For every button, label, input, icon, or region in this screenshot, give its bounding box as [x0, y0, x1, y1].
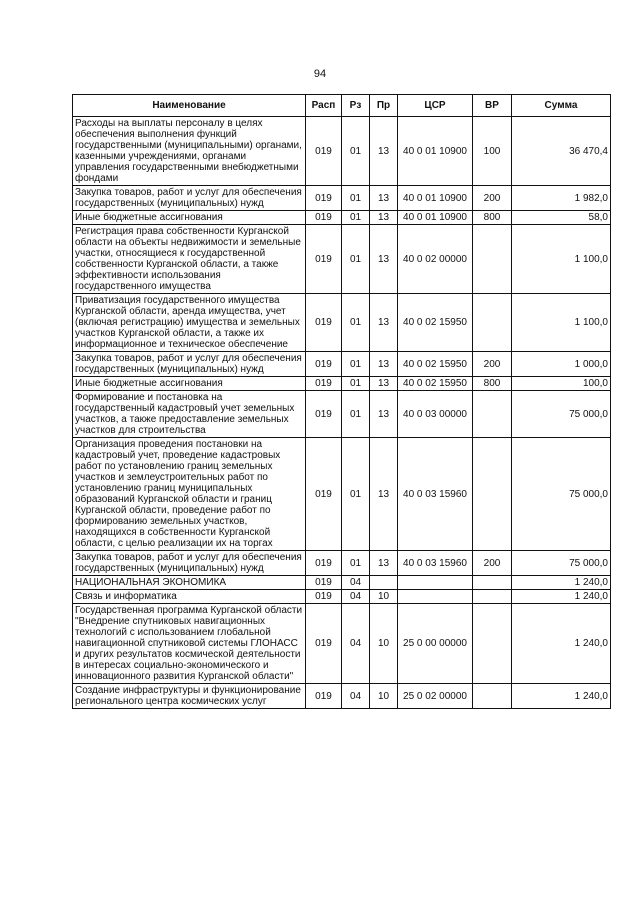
cell-vr: 200 [473, 352, 512, 377]
cell-sum: 75 000,0 [512, 391, 611, 438]
cell-pr: 13 [370, 186, 398, 211]
cell-vr [473, 604, 512, 684]
cell-sum: 1 240,0 [512, 604, 611, 684]
cell-csr: 40 0 03 15960 [398, 551, 473, 576]
header-vr: ВР [473, 95, 512, 117]
cell-vr: 800 [473, 377, 512, 391]
cell-rz: 01 [342, 391, 370, 438]
cell-rasp: 019 [306, 604, 342, 684]
cell-rasp: 019 [306, 377, 342, 391]
cell-csr: 40 0 01 10900 [398, 211, 473, 225]
cell-rz: 01 [342, 377, 370, 391]
cell-sum: 100,0 [512, 377, 611, 391]
cell-pr: 13 [370, 211, 398, 225]
cell-sum: 1 240,0 [512, 576, 611, 590]
table-row [73, 294, 611, 352]
cell-name: Закупка товаров, работ и услуг для обеспечения государственных (муниципальных) нужд [73, 186, 306, 211]
cell-vr [473, 438, 512, 551]
cell-name: Организация проведения постановки на кадастровый учет, проведение кадастровых работ по установлению границ земельных участков и землеустроительных работ по установлению границ муниципальных образований Курганской области и границ Курганской области, проведение работ по формированию земельных участков, находящихся в собственности Курганской области, с целью реализации их на торгах [73, 438, 306, 551]
cell-rz: 01 [342, 352, 370, 377]
table-row [73, 352, 611, 377]
page-number: 94 [313, 68, 327, 80]
cell-name: Закупка товаров, работ и услуг для обеспечения государственных (муниципальных) нужд [73, 352, 306, 377]
cell-rasp: 019 [306, 551, 342, 576]
cell-rz: 04 [342, 684, 370, 709]
cell-csr: 40 0 01 10900 [398, 186, 473, 211]
header-name: Наименование [73, 95, 306, 117]
cell-name: Регистрация права собственности Курганской области на объекты недвижимости и земельные участки, относящиеся к государственной собственности Курганской области, а также эффективности использования государственного имущества [73, 225, 306, 294]
table-row [73, 438, 611, 551]
cell-name: Приватизация государственного имущества Курганской области, аренда имущества, учет (включая регистрацию) имущества и земельных участков Курганской области, а также их информационное и техническое обеспечение [73, 294, 306, 352]
cell-rz: 01 [342, 225, 370, 294]
cell-rasp: 019 [306, 186, 342, 211]
cell-rasp: 019 [306, 684, 342, 709]
table-row [73, 225, 611, 294]
cell-rz: 01 [342, 294, 370, 352]
cell-rasp: 019 [306, 225, 342, 294]
cell-vr [473, 684, 512, 709]
cell-pr: 13 [370, 438, 398, 551]
cell-pr: 13 [370, 225, 398, 294]
cell-rasp: 019 [306, 211, 342, 225]
header-csr: ЦСР [398, 95, 473, 117]
cell-rasp: 019 [306, 576, 342, 590]
cell-rz: 04 [342, 604, 370, 684]
cell-pr: 10 [370, 590, 398, 604]
cell-csr [398, 576, 473, 590]
cell-rasp: 019 [306, 352, 342, 377]
cell-rz: 01 [342, 117, 370, 186]
cell-pr: 13 [370, 551, 398, 576]
cell-rasp: 019 [306, 590, 342, 604]
cell-rasp: 019 [306, 391, 342, 438]
cell-pr: 13 [370, 117, 398, 186]
cell-vr: 800 [473, 211, 512, 225]
cell-rz: 04 [342, 590, 370, 604]
table-row [73, 684, 611, 709]
table-row [73, 211, 611, 225]
table-row [73, 117, 611, 186]
cell-name: Государственная программа Курганской области "Внедрение спутниковых навигационных технологий с использованием глобальной навигационной спутниковой системы ГЛОНАСС и других результатов космической деятельности в интересах социально-экономического и инновационного развития Курганской области" [73, 604, 306, 684]
cell-csr: 40 0 01 10900 [398, 117, 473, 186]
cell-sum: 58,0 [512, 211, 611, 225]
cell-name: Связь и информатика [73, 590, 306, 604]
table-row [73, 551, 611, 576]
cell-csr: 40 0 02 15950 [398, 294, 473, 352]
cell-vr [473, 225, 512, 294]
cell-rz: 01 [342, 438, 370, 551]
cell-sum: 1 100,0 [512, 225, 611, 294]
cell-pr: 13 [370, 391, 398, 438]
cell-vr [473, 391, 512, 438]
cell-rz: 01 [342, 211, 370, 225]
cell-sum: 1 982,0 [512, 186, 611, 211]
cell-sum: 1 100,0 [512, 294, 611, 352]
cell-rasp: 019 [306, 117, 342, 186]
cell-pr: 10 [370, 604, 398, 684]
header-rasp: Расп [306, 95, 342, 117]
cell-rasp: 019 [306, 438, 342, 551]
cell-name: Иные бюджетные ассигнования [73, 377, 306, 391]
header-rz: Рз [342, 95, 370, 117]
table-row [73, 377, 611, 391]
cell-vr: 200 [473, 551, 512, 576]
cell-sum: 1 000,0 [512, 352, 611, 377]
cell-csr: 25 0 02 00000 [398, 684, 473, 709]
cell-pr: 10 [370, 684, 398, 709]
cell-csr: 40 0 02 00000 [398, 225, 473, 294]
table-row [73, 604, 611, 684]
cell-pr [370, 576, 398, 590]
table-row [73, 391, 611, 438]
cell-name: Формирование и постановка на государственный кадастровый учет земельных участков, а также предоставление земельных участков для строительства [73, 391, 306, 438]
cell-sum: 75 000,0 [512, 551, 611, 576]
header-sum: Сумма [512, 95, 611, 117]
cell-csr: 40 0 03 00000 [398, 391, 473, 438]
cell-vr: 200 [473, 186, 512, 211]
cell-name: Расходы на выплаты персоналу в целях обеспечения выполнения функций государственными (муниципальными) органами, казенными учреждениями, органами управления государственными внебюджетными фондами [73, 117, 306, 186]
cell-name: НАЦИОНАЛЬНАЯ ЭКОНОМИКА [73, 576, 306, 590]
cell-rasp: 019 [306, 294, 342, 352]
budget-table [72, 94, 611, 709]
table-row [73, 576, 611, 590]
cell-pr: 13 [370, 377, 398, 391]
cell-vr [473, 294, 512, 352]
cell-rz: 01 [342, 551, 370, 576]
cell-sum: 36 470,4 [512, 117, 611, 186]
cell-csr: 25 0 00 00000 [398, 604, 473, 684]
table-row [73, 186, 611, 211]
cell-sum: 1 240,0 [512, 590, 611, 604]
cell-sum: 75 000,0 [512, 438, 611, 551]
cell-csr: 40 0 02 15950 [398, 377, 473, 391]
cell-name: Создание инфраструктуры и функционирование регионального центра космических услуг [73, 684, 306, 709]
cell-pr: 13 [370, 352, 398, 377]
cell-name: Закупка товаров, работ и услуг для обеспечения государственных (муниципальных) нужд [73, 551, 306, 576]
cell-rz: 04 [342, 576, 370, 590]
cell-csr [398, 590, 473, 604]
cell-sum: 1 240,0 [512, 684, 611, 709]
cell-pr: 13 [370, 294, 398, 352]
cell-vr [473, 576, 512, 590]
table-header-row [73, 95, 611, 117]
cell-csr: 40 0 02 15950 [398, 352, 473, 377]
header-pr: Пр [370, 95, 398, 117]
cell-name: Иные бюджетные ассигнования [73, 211, 306, 225]
cell-rz: 01 [342, 186, 370, 211]
cell-csr: 40 0 03 15960 [398, 438, 473, 551]
cell-vr [473, 590, 512, 604]
table-row [73, 590, 611, 604]
cell-vr: 100 [473, 117, 512, 186]
